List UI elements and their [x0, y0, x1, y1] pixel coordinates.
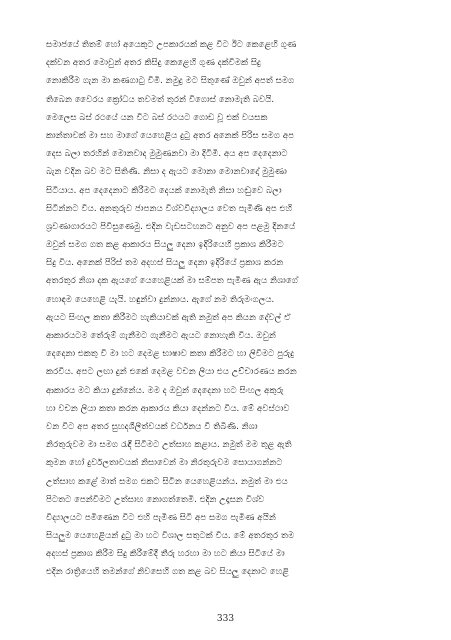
text-line: කරවිය. අපට ලඟා දුන් එකේ දෙමළ වචන ලියා එය උච්චාරණය කරන [46, 367, 297, 378]
text-line: අතරතුර නිශා දක ඇයගේ යෙහෙළියක් මා සම්පත පැමිණ ඇය නිශාගේ [46, 276, 298, 287]
text-line: විද්‍යාලයට පමිණෙන විට එහි පැමිණ සිටි අප සමග පැමිණ අයින් [46, 512, 276, 523]
text-line: සියලුම යෙහෙළියන් දුටු මා හට විශාල සතුටක් විය. මේ අතරතුර තම [46, 531, 295, 542]
text-line: හා වචන ලියා කතා කරන ආකාරය කියා දෙන්නට විය. මේ අවස්ථාව [46, 403, 290, 414]
text-line: මෙලෙස බස් රථයේ යන විට බස් රථයට ගොඩ වූ එක් වයසක [46, 112, 268, 123]
text-line: පිටතට පෙන්වීමට උත්සාහ නොගත්තෙමි. එදින උදෑසන විශ්ව [46, 494, 265, 505]
text-line: බැන වදින බව මට සිතිණි. නිසා ද ඇයට මොනා මොනවාදෝ මුමුණා [46, 167, 287, 178]
text-line: තිබෙන වෛරය ක්‍රෝධය තවමත් තුරන් විගොස් නොමැති බවයි. [46, 94, 275, 105]
text-line: අදහස් ප්‍රකාශ කිරීම සිදු කිරීමේදී තීරු හරහා මා හට කියා සිටියේ මා [46, 549, 285, 560]
text-line: ඇයට සිංහල කතා කිරීමට හැකියාවක් ඇති නමුත් අප කියන දේවල් ඒ [46, 312, 291, 323]
text-line: නිරතුරුවම මා සමග රැඳී සිටීමට උත්සාහ කළාය. නමුත් මම තුළ ඇති [46, 440, 292, 451]
text-line: හොඳම යෙහෙළි යැයි. හඳුන්වා දුන්නාය. ඇගේ නම තිරුමංගලය. [46, 294, 275, 305]
text-line: ආකාරයටම තේරුම් ගැනීමට ගැනීමට ඇයට නොහැකි විය. ඔවුන් [46, 331, 276, 341]
text-line: එදින රාත්‍රියෙහි තමන්ගේ නිවසෙහි ගත කළ බව සියලු දෙනාට හෙළි [46, 567, 289, 578]
text-line: දෙස බලා තරහින් මොනවාද මුමුණනවා මා දිටිමි. අය අප දෙදෙනාට [46, 149, 288, 160]
text-line: කුමන හෝ දුර්වලතාවයක් නිසාවෙන් මා නිරතුරුවම සොයාගන්නට [46, 458, 283, 469]
text-line: කාන්තාවක් මා සහ මාගේ යෙහෙළිය දුටු අතර අනෙක් පිරිස සමග අප [46, 130, 295, 141]
text-line: ඔවුන් සමග ගත කළ ආකාරය සියලු දෙනා ඉදිරියෙහි ප්‍රකාශ කිරීමට [46, 240, 284, 251]
page-number: 333 [216, 614, 235, 624]
text-line: සිටියාය. අප දෙදෙනාට කිරීමට දෙයක් නොමැති නිසා හඬුවෙ බලා [46, 185, 282, 196]
text-line: දෙදෙනා එකතු වී මා හට දෙමළ භාෂාව කතා කිරීමට හා ලිවීමට පුරුදු [46, 349, 295, 360]
text-line: ආකාරය මට කියා දුන්නේය. මම ද ඔවුන් දෙදෙනා හට සිංහල අකුරු [46, 385, 284, 396]
text-line: උත්සාහ කළේ මාත් සමග එකට සිටින යෙහෙළියන්ය. නමුත් මා එය [46, 476, 288, 487]
body-text [46, 36, 406, 582]
text-line: ශ්‍රවණාගාරයට පිවිසුණෙමු. එදින වැඩසටහනට අනුව අප පළමු දිනයේ [46, 221, 296, 232]
text-line: සමාජයේ තිතම් හෝ අයෙකුට උපකාරයක් කළ විට ඊට කෙළෙහි ගුණ [46, 40, 297, 50]
text-line: වන විට අප අතර සුහදශීලීත්වයක් වර්ධනය වී තිබිණි. නිශා [46, 421, 258, 432]
text-line: දක්වන අතර මොවුන් අතර කිසිදු කෙළෙහි ගුණ දක්වීමක් සිදු [46, 58, 261, 69]
text-line: නොකිරීම ගැන මා කණගාටු වීමි. නමුදු මට සිතුණේ ඔවුන් අපත් සමග [46, 76, 295, 87]
text-line: සිටින්නට විය. අනතුරුව ජාපනය විශ්වවිද්‍යාලය වෙත පැමිණි අප එහි [46, 203, 293, 214]
text-line: සිදු විය. අනෙක් පිරිස් තම අදහස් සියලු දෙනා ඉදිරියේ ප්‍රකාශ කරන [46, 258, 284, 269]
